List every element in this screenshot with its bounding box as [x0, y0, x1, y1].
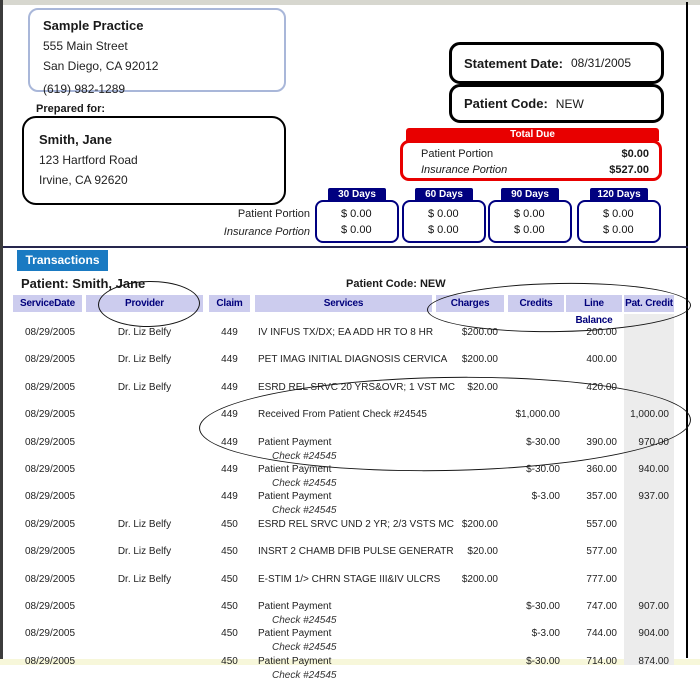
table-row — [0, 353, 700, 380]
cell-claim: 449 — [221, 354, 238, 366]
service-description: Patient Payment — [258, 463, 332, 475]
service-check-note: Check #24545 — [272, 505, 337, 517]
cell-service — [258, 408, 493, 421]
service-check-note: Check #24545 — [272, 450, 337, 462]
cell-provider: Dr. Liz Belfy — [117, 518, 172, 530]
cell-service — [258, 600, 493, 627]
table-row — [0, 573, 700, 600]
cell-provider: Dr. Liz Belfy — [117, 354, 172, 366]
cell-balance: 400.00 — [586, 354, 617, 366]
practice-address-box — [28, 8, 286, 96]
service-check-note: Check #24545 — [272, 642, 337, 654]
cell-date: 08/29/2005 — [24, 381, 76, 393]
aging-tab-60-days: 60 Days — [415, 188, 473, 202]
cell-credits: $-30.00 — [526, 600, 560, 612]
cell-balance: 557.00 — [586, 518, 617, 530]
column-header-credits: Credits — [508, 295, 564, 312]
aging-tab-30-days: 30 Days — [328, 188, 386, 202]
patient-code-value: NEW — [555, 96, 584, 111]
column-header-pat-credit: Pat. Credit — [624, 295, 674, 312]
aging-insurance-value: $ 0.00 — [514, 224, 545, 236]
table-row — [0, 381, 700, 408]
cell-balance: 747.00 — [586, 600, 617, 612]
service-description: Patient Payment — [258, 436, 332, 448]
cell-pat-credit: 937.00 — [638, 491, 669, 503]
service-description: Patient Payment — [258, 655, 332, 667]
cell-claim: 449 — [221, 381, 238, 393]
cell-balance: 200.00 — [586, 327, 617, 338]
cell-claim: 450 — [221, 546, 238, 558]
column-header-provider: Provider — [86, 295, 203, 312]
aging-box-60-days — [402, 200, 486, 243]
service-description: Patient Payment — [258, 600, 332, 612]
cell-credits: $-3.00 — [531, 491, 560, 503]
practice-name: Sample Practice — [43, 18, 144, 33]
service-check-note: Check #24545 — [272, 614, 337, 626]
cell-credits: $-30.00 — [526, 436, 560, 448]
cell-service — [258, 545, 493, 558]
column-header-line-balance: Line Balance — [566, 295, 622, 312]
cell-date: 08/29/2005 — [24, 573, 76, 585]
column-header-claim: Claim — [209, 295, 250, 312]
cell-pat-credit: 970.00 — [638, 436, 669, 448]
cell-service — [258, 463, 493, 490]
table-row — [0, 655, 700, 682]
practice-phone: (619) 982-1289 — [43, 82, 126, 96]
practice-address1: 555 Main Street — [43, 39, 128, 53]
cell-claim: 450 — [221, 573, 238, 585]
cell-date: 08/29/2005 — [24, 491, 76, 503]
aging-insurance-portion-label: Insurance Portion — [223, 226, 310, 238]
aging-box-90-days — [488, 200, 572, 243]
cell-balance: 714.00 — [586, 655, 617, 667]
service-description: INSRT 2 CHAMB DFIB PULSE GENERATR — [258, 546, 454, 558]
cell-service — [258, 655, 493, 682]
cell-date: 08/29/2005 — [24, 628, 76, 640]
cell-service — [258, 353, 493, 366]
cell-claim: 450 — [221, 600, 238, 612]
cell-balance: 357.00 — [586, 491, 617, 503]
table-row — [0, 600, 700, 627]
patient-code-label: Patient Code: — [464, 96, 548, 111]
cell-balance: 420.00 — [586, 381, 617, 393]
cell-pat-credit: 907.00 — [638, 600, 669, 612]
cell-charges: $200.00 — [461, 518, 498, 530]
cell-provider: Dr. Liz Belfy — [117, 546, 172, 558]
cell-claim: 450 — [221, 655, 238, 667]
cell-service — [258, 518, 493, 531]
cell-claim: 449 — [221, 436, 238, 448]
cell-balance: 577.00 — [586, 546, 617, 558]
total-due-insurance-label: Insurance Portion — [421, 164, 508, 176]
transactions-patient-code: Patient Code: NEW — [346, 278, 446, 290]
cell-balance: 777.00 — [586, 573, 617, 585]
table-row — [0, 545, 700, 572]
cell-date: 08/29/2005 — [24, 546, 76, 558]
total-due-box — [400, 140, 662, 181]
prepared-for-label: Prepared for: — [36, 103, 106, 115]
table-row — [0, 627, 700, 654]
cell-claim: 449 — [221, 491, 238, 503]
total-due-insurance-amount: $527.00 — [609, 164, 649, 176]
cell-pat-credit: 940.00 — [638, 463, 669, 475]
cell-balance: 390.00 — [586, 436, 617, 448]
prepared-for-box — [22, 116, 286, 205]
service-check-note: Check #24545 — [272, 477, 337, 489]
aging-patient-portion-label: Patient Portion — [237, 208, 310, 220]
aging-patient-value: $ 0.00 — [428, 208, 459, 220]
cell-date: 08/29/2005 — [24, 409, 76, 421]
cell-date: 08/29/2005 — [24, 354, 76, 366]
cell-date: 08/29/2005 — [24, 518, 76, 530]
cell-service — [258, 326, 493, 339]
aging-patient-value: $ 0.00 — [603, 208, 634, 220]
cell-balance: 360.00 — [586, 463, 617, 475]
statement-date-box — [449, 42, 664, 84]
service-description: Patient Payment — [258, 628, 332, 640]
tab-transactions[interactable]: Transactions — [17, 250, 108, 271]
cell-date: 08/29/2005 — [24, 436, 76, 448]
cell-provider: Dr. Liz Belfy — [117, 327, 172, 338]
cell-pat-credit: 874.00 — [638, 655, 669, 667]
column-header-charges: Charges — [436, 295, 504, 312]
aging-insurance-value: $ 0.00 — [428, 224, 459, 236]
service-check-note: Check #24545 — [272, 669, 337, 681]
cell-credits: $-3.00 — [531, 628, 560, 640]
transactions-patient-line: Patient: Smith, Jane — [21, 276, 146, 291]
practice-address2: San Diego, CA 92012 — [43, 59, 159, 73]
cell-charges: $200.00 — [461, 354, 498, 366]
cell-date: 08/29/2005 — [24, 655, 76, 667]
cell-date: 08/29/2005 — [24, 463, 76, 475]
column-header-services: Services — [255, 295, 432, 312]
cell-balance: 744.00 — [586, 628, 617, 640]
cell-pat-credit: 1,000.00 — [630, 409, 669, 421]
cell-provider: Dr. Liz Belfy — [117, 381, 172, 393]
cell-charges: $20.00 — [467, 381, 498, 393]
table-row — [0, 408, 700, 435]
cell-service — [258, 573, 493, 586]
patient-address1: 123 Hartford Road — [39, 153, 138, 167]
table-row — [0, 326, 700, 353]
table-row — [0, 518, 700, 545]
statement-date-label: Statement Date: — [464, 55, 563, 71]
cell-date: 08/29/2005 — [24, 327, 76, 338]
cell-date: 08/29/2005 — [24, 600, 76, 612]
aging-patient-value: $ 0.00 — [514, 208, 545, 220]
cell-provider: Dr. Liz Belfy — [117, 573, 172, 585]
window-frame-top — [0, 0, 700, 5]
cell-charges: $200.00 — [461, 573, 498, 585]
cell-service — [258, 436, 493, 463]
patient-code-box — [449, 84, 664, 123]
cell-claim: 450 — [221, 518, 238, 530]
aging-insurance-value: $ 0.00 — [341, 224, 372, 236]
aging-tab-120-days: 120 Days — [590, 188, 648, 202]
aging-box-30-days — [315, 200, 399, 243]
cell-claim: 449 — [221, 327, 238, 338]
column-header-servicedate: ServiceDate — [13, 295, 82, 312]
table-row — [0, 490, 700, 517]
transactions-table-body — [0, 326, 700, 682]
cell-pat-credit: 904.00 — [638, 628, 669, 640]
total-due-patient-amount: $0.00 — [621, 148, 649, 160]
cell-claim: 450 — [221, 628, 238, 640]
total-due-patient-label: Patient Portion — [421, 148, 494, 160]
cell-service — [258, 381, 493, 394]
cell-charges: $200.00 — [461, 327, 498, 338]
table-row — [0, 463, 700, 490]
cell-service — [258, 490, 493, 517]
service-description: ESRD REL SRVC 20 YRS&OVR; 1 VST MC — [258, 381, 455, 393]
service-description: Patient Payment — [258, 491, 332, 503]
patient-name: Smith, Jane — [39, 132, 112, 147]
cell-service — [258, 627, 493, 654]
service-description: Received From Patient Check #24545 — [258, 409, 427, 421]
table-row — [0, 436, 700, 463]
cell-claim: 449 — [221, 409, 238, 421]
cell-claim: 449 — [221, 463, 238, 475]
total-due-banner: Total Due — [406, 128, 659, 141]
section-divider — [3, 246, 688, 248]
cell-credits: $1,000.00 — [515, 409, 560, 421]
patient-address2: Irvine, CA 92620 — [39, 173, 128, 187]
aging-patient-value: $ 0.00 — [341, 208, 372, 220]
cell-charges: $20.00 — [467, 546, 498, 558]
aging-insurance-value: $ 0.00 — [603, 224, 634, 236]
aging-box-120-days — [577, 200, 661, 243]
cell-credits: $-30.00 — [526, 655, 560, 667]
service-description: E-STIM 1/> CHRN STAGE III&IV ULCRS — [258, 573, 441, 585]
service-description: ESRD REL SRVC UND 2 YR; 2/3 VSTS MC — [258, 518, 454, 530]
cell-credits: $-30.00 — [526, 463, 560, 475]
aging-tab-90-days: 90 Days — [501, 188, 559, 202]
service-description: IV INFUS TX/DX; EA ADD HR TO 8 HR — [258, 327, 434, 338]
statement-date-value: 08/31/2005 — [570, 56, 632, 70]
service-description: PET IMAG INITIAL DIAGNOSIS CERVICA — [258, 354, 448, 366]
